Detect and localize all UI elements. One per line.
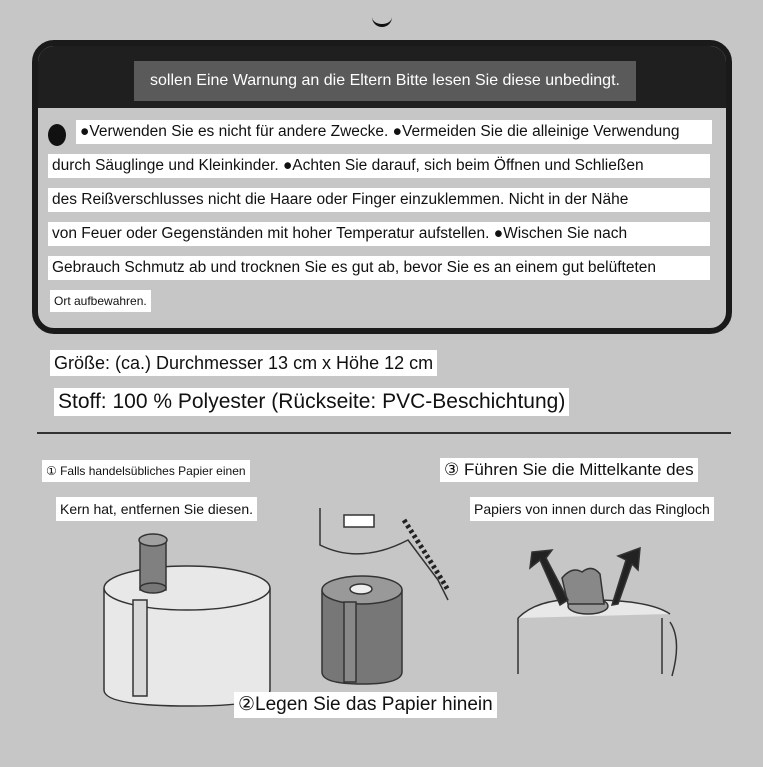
- warning-line-3: des Reißverschlusses nicht die Haare oder Finger einzuklemmen. Nicht in der Nähe: [48, 188, 710, 212]
- step3-line2: Papiers von innen durch das Ringloch: [470, 497, 714, 521]
- material-spec: Stoff: 100 % Polyester (Rückseite: PVC-Beschichtung): [54, 388, 569, 416]
- warning-header-label: sollen Eine Warnung an die Eltern Bitte lesen Sie diese unbedingt.: [134, 61, 636, 101]
- size-spec: Größe: (ca.) Durchmesser 13 cm x Höhe 12 cm: [50, 350, 437, 376]
- warning-line-2: durch Säuglinge und Kleinkinder. ●Achten Sie darauf, sich beim Öffnen und Schließen: [48, 154, 710, 178]
- warning-line-1: ●Verwenden Sie es nicht für andere Zwecke. ●Vermeiden Sie die alleinige Verwendung: [76, 120, 712, 144]
- step1-line1: ① Falls handelsübliches Papier einen: [42, 460, 250, 482]
- roll-with-core-icon: [104, 534, 270, 706]
- warning-line-5: Gebrauch Schmutz ab und trocknen Sie es gut ab, bevor Sie es an einem gut belüfteten: [48, 256, 710, 280]
- warning-line-6: Ort aufbewahren.: [50, 290, 151, 312]
- roll-into-bag-icon: [320, 508, 448, 684]
- step3-line1: ③ Führen Sie die Mittelkante des: [440, 458, 698, 482]
- step2-label: ②Legen Sie das Papier hinein: [234, 692, 497, 718]
- warning-line-4: von Feuer oder Gegenständen mit hoher Temperatur aufstellen. ●Wischen Sie nach: [48, 222, 710, 246]
- step1-line2: Kern hat, entfernen Sie diesen.: [56, 497, 257, 521]
- paper-through-ring-icon: [518, 548, 677, 676]
